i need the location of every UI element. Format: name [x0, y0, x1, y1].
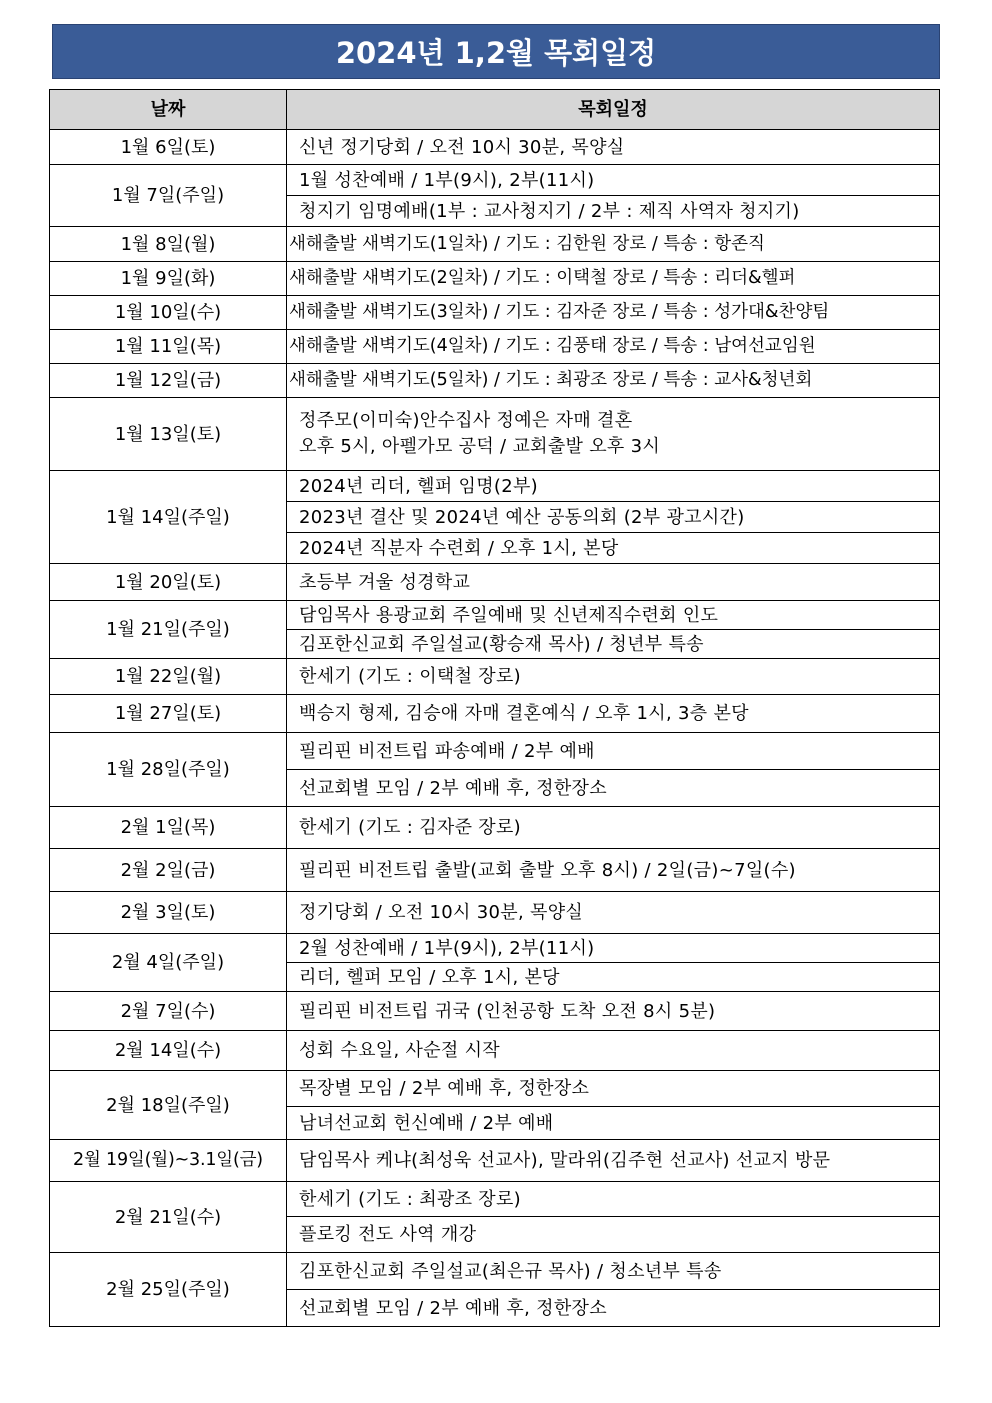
date-cell: 2월 21일(수)	[50, 1182, 287, 1253]
event-cell: 김포한신교회 주일설교(황승재 목사) / 청년부 특송	[287, 630, 940, 659]
schedule-body	[50, 130, 940, 1327]
event-cell: 한세기 (기도 : 최광조 장로)	[287, 1182, 940, 1217]
table-row	[50, 330, 940, 364]
event-cell	[287, 398, 940, 471]
date-cell: 2월 4일(주일)	[50, 934, 287, 992]
date-cell: 2월 3일(토)	[50, 892, 287, 934]
table-row	[50, 992, 940, 1031]
event-cell: 한세기 (기도 : 김자준 장로)	[287, 807, 940, 849]
event-cell: 선교회별 모임 / 2부 예배 후, 정한장소	[287, 770, 940, 807]
date-cell: 1월 9일(화)	[50, 262, 287, 296]
table-row	[50, 1253, 940, 1290]
table-row	[50, 601, 940, 630]
table-row	[50, 398, 940, 471]
date-cell: 1월 12일(금)	[50, 364, 287, 398]
table-row	[50, 165, 940, 196]
schedule-table	[49, 89, 940, 1327]
date-cell: 2월 19일(월)~3.1일(금)	[50, 1140, 287, 1182]
event-cell: 남녀선교회 헌신예배 / 2부 예배	[287, 1107, 940, 1140]
event-cell: 담임목사 케냐(최성욱 선교사), 말라위(김주현 선교사) 선교지 방문	[287, 1140, 940, 1182]
event-cell: 2024년 리더, 헬퍼 임명(2부)	[287, 471, 940, 502]
table-row	[50, 807, 940, 849]
date-cell: 1월 14일(주일)	[50, 471, 287, 564]
date-cell: 1월 10일(수)	[50, 296, 287, 330]
date-cell: 1월 7일(주일)	[50, 165, 287, 227]
event-cell: 필리핀 비전트립 귀국 (인천공항 도착 오전 8시 5분)	[287, 992, 940, 1031]
event-line: 정주모(이미숙)안수집사 정예은 자매 결혼	[299, 410, 633, 431]
event-cell: 2월 성찬예배 / 1부(9시), 2부(11시)	[287, 934, 940, 963]
table-row	[50, 296, 940, 330]
event-cell: 새해출발 새벽기도(1일차) / 기도 : 김한원 장로 / 특송 : 항존직	[287, 227, 940, 262]
table-row	[50, 130, 940, 165]
date-cell: 2월 1일(목)	[50, 807, 287, 849]
event-cell: 청지기 임명예배(1부 : 교사청지기 / 2부 : 제직 사역자 청지기)	[287, 196, 940, 227]
event-cell: 목장별 모임 / 2부 예배 후, 정한장소	[287, 1071, 940, 1107]
event-cell: 2023년 결산 및 2024년 예산 공동의회 (2부 광고시간)	[287, 502, 940, 533]
event-cell: 새해출발 새벽기도(3일차) / 기도 : 김자준 장로 / 특송 : 성가대&찬양팀	[287, 296, 940, 330]
event-cell: 새해출발 새벽기도(5일차) / 기도 : 최광조 장로 / 특송 : 교사&청년회	[287, 364, 940, 398]
table-row	[50, 1182, 940, 1217]
header-schedule: 목회일정	[287, 90, 940, 130]
table-row	[50, 227, 940, 262]
date-cell: 2월 14일(수)	[50, 1031, 287, 1071]
date-cell: 2월 25일(주일)	[50, 1253, 287, 1327]
page-title: 2024년 1,2월 목회일정	[52, 24, 940, 79]
date-cell: 1월 28일(주일)	[50, 733, 287, 807]
event-cell: 정기당회 / 오전 10시 30분, 목양실	[287, 892, 940, 934]
table-row	[50, 564, 940, 601]
event-cell: 리더, 헬퍼 모임 / 오후 1시, 본당	[287, 963, 940, 992]
event-cell: 한세기 (기도 : 이택철 장로)	[287, 659, 940, 695]
table-header-row	[50, 90, 940, 130]
date-cell: 2월 2일(금)	[50, 849, 287, 892]
event-cell: 신년 정기당회 / 오전 10시 30분, 목양실	[287, 130, 940, 165]
event-cell: 김포한신교회 주일설교(최은규 목사) / 청소년부 특송	[287, 1253, 940, 1290]
date-cell: 2월 18일(주일)	[50, 1071, 287, 1140]
table-row	[50, 849, 940, 892]
event-cell: 1월 성찬예배 / 1부(9시), 2부(11시)	[287, 165, 940, 196]
table-row	[50, 262, 940, 296]
event-cell: 선교회별 모임 / 2부 예배 후, 정한장소	[287, 1290, 940, 1327]
event-cell: 필리핀 비전트립 파송예배 / 2부 예배	[287, 733, 940, 770]
event-cell: 새해출발 새벽기도(4일차) / 기도 : 김풍태 장로 / 특송 : 남여선교임원	[287, 330, 940, 364]
date-cell: 1월 27일(토)	[50, 695, 287, 733]
event-cell: 초등부 겨울 성경학교	[287, 564, 940, 601]
date-cell: 1월 22일(월)	[50, 659, 287, 695]
table-row	[50, 733, 940, 770]
header-date: 날짜	[50, 90, 287, 130]
date-cell: 1월 13일(토)	[50, 398, 287, 471]
event-cell: 백승지 형제, 김승애 자매 결혼예식 / 오후 1시, 3층 본당	[287, 695, 940, 733]
table-row	[50, 1140, 940, 1182]
date-cell: 1월 8일(월)	[50, 227, 287, 262]
event-line: 오후 5시, 아펠가모 공덕 / 교회출발 오후 3시	[299, 436, 661, 457]
date-cell: 1월 11일(목)	[50, 330, 287, 364]
event-cell: 2024년 직분자 수련회 / 오후 1시, 본당	[287, 533, 940, 564]
date-cell: 1월 20일(토)	[50, 564, 287, 601]
table-row	[50, 1031, 940, 1071]
date-cell: 2월 7일(수)	[50, 992, 287, 1031]
event-cell: 새해출발 새벽기도(2일차) / 기도 : 이택철 장로 / 특송 : 리더&헬퍼	[287, 262, 940, 296]
event-cell: 담임목사 용광교회 주일예배 및 신년제직수련회 인도	[287, 601, 940, 630]
date-cell: 1월 21일(주일)	[50, 601, 287, 659]
table-row	[50, 892, 940, 934]
table-row	[50, 364, 940, 398]
table-row	[50, 659, 940, 695]
table-row	[50, 695, 940, 733]
event-cell: 플로킹 전도 사역 개강	[287, 1217, 940, 1253]
event-cell: 필리핀 비전트립 출발(교회 출발 오후 8시) / 2일(금)~7일(수)	[287, 849, 940, 892]
event-cell: 성회 수요일, 사순절 시작	[287, 1031, 940, 1071]
table-row	[50, 1071, 940, 1107]
table-row	[50, 934, 940, 963]
date-cell: 1월 6일(토)	[50, 130, 287, 165]
table-row	[50, 471, 940, 502]
